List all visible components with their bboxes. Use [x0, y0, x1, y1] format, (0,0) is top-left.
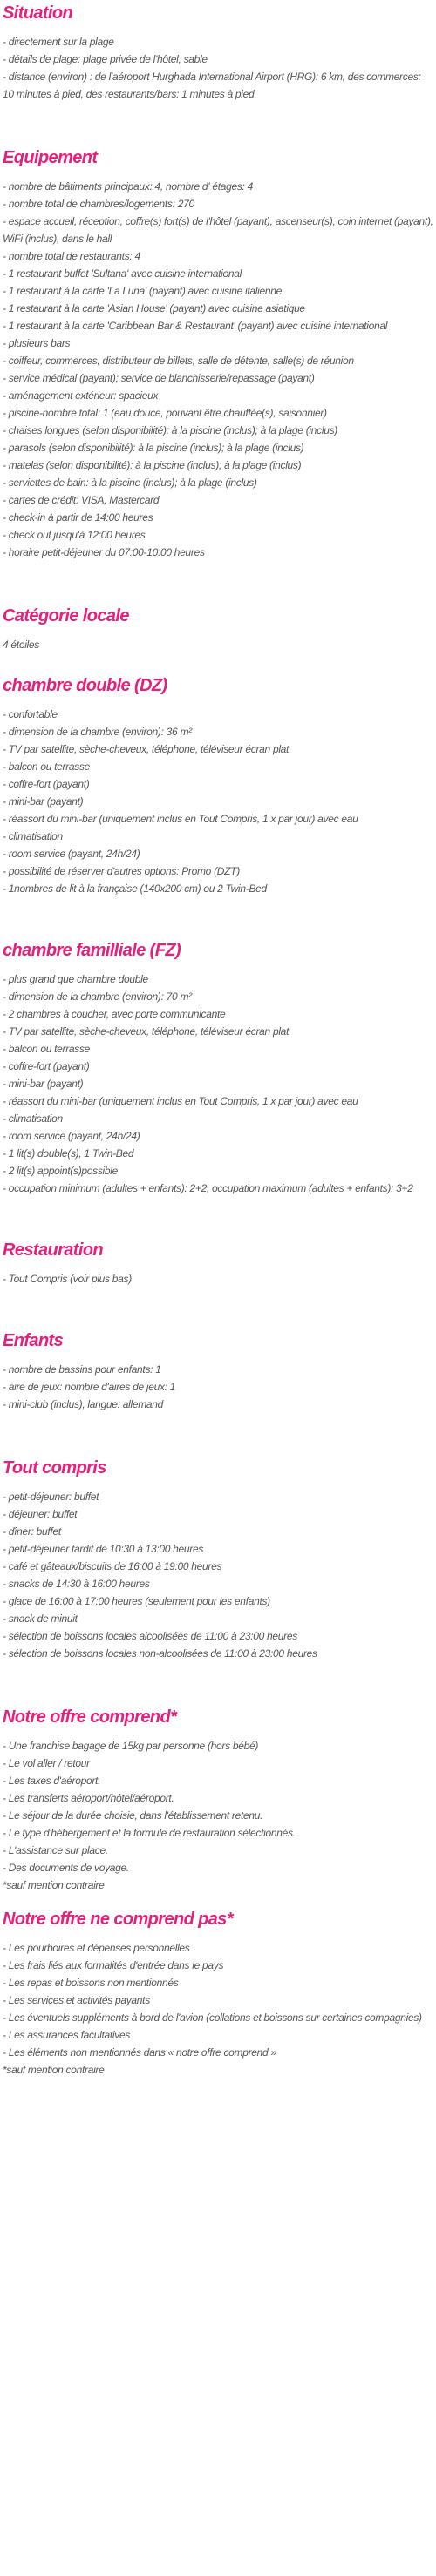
- list-item: - Les taxes d'aéroport.: [3, 1775, 101, 1787]
- list-item: - réassort du mini-bar (uniquement inclus en Tout Compris, 1 x par jour) avec eau: [3, 813, 358, 825]
- list-item: - Les pourboires et dépenses personnelles: [3, 1942, 190, 1954]
- list-item: - Les assurances facultatives: [3, 2029, 131, 2041]
- list-item: - mini-bar (payant): [3, 795, 84, 808]
- list-item: - piscine-nombre total: 1 (eau douce, pouvant être chauffée(s), saisonnier): [3, 407, 327, 419]
- section-title: chambre double (DZ): [3, 676, 167, 695]
- section-equipement: [3, 148, 434, 561]
- list-item: - plus grand que chambre double: [3, 973, 148, 985]
- section-enfants: [3, 1331, 434, 1413]
- list-item: - service médical (payant); service de blanchisserie/repassage (payant): [3, 372, 315, 384]
- section-title: Notre offre ne comprend pas*: [3, 1910, 234, 1929]
- section-list: [3, 706, 434, 897]
- section-title: Situation: [3, 3, 73, 23]
- list-item: - déjeuner: buffet: [3, 1508, 78, 1520]
- list-item: - horaire petit-déjeuner du 07:00-10:00 heures: [3, 546, 205, 558]
- list-item: - snacks de 14:30 à 16:00 heures: [3, 1578, 150, 1590]
- list-item: - directement sur la plage: [3, 36, 114, 48]
- section-offre-ne-comprend-pas: [3, 1910, 434, 2079]
- list-item: - réassort du mini-bar (uniquement inclus en Tout Compris, 1 x par jour) avec eau: [3, 1095, 358, 1107]
- list-item: - petit-déjeuner: buffet: [3, 1491, 99, 1503]
- list-item: - détails de plage: plage privée de l'hôtel, sable: [3, 53, 208, 65]
- section-list: [3, 1939, 434, 2079]
- list-item: - Tout Compris (voir plus bas): [3, 1273, 132, 1285]
- list-item: - mini-club (inclus), langue: allemand: [3, 1398, 164, 1410]
- list-item: - Les éléments non mentionnés dans « notre offre comprend »: [3, 2046, 276, 2059]
- section-title: Tout compris: [3, 1458, 106, 1477]
- list-item: - balcon ou terrasse: [3, 761, 91, 773]
- list-item: - Une franchise bagage de 15kg par personne (hors bébé): [3, 1740, 259, 1752]
- section-list: [3, 178, 434, 561]
- list-item: - 1 restaurant buffet 'Sultana' avec cuisine international: [3, 267, 242, 280]
- list-item: - matelas (selon disponibilité): à la piscine (inclus); à la plage (inclus): [3, 459, 302, 471]
- list-item: - possibilité de réserver d'autres options: Promo (DZT): [3, 865, 240, 877]
- list-item: - coffre-fort (payant): [3, 1060, 90, 1072]
- list-item: - 1 restaurant à la carte 'La Luna' (payant) avec cuisine italienne: [3, 285, 283, 297]
- list-item: - Le type d'hébergement et la formule de restauration sélectionnés.: [3, 1827, 296, 1839]
- section-list: [3, 636, 434, 653]
- section-chambre-double: [3, 676, 434, 897]
- section-chambre-familliale: [3, 941, 434, 1197]
- list-item: - check-in à partir de 14:00 heures: [3, 511, 153, 524]
- list-item: *sauf mention contraire: [3, 1879, 105, 1891]
- list-item: - 1nombres de lit à la française (140x200 cm) ou 2 Twin-Bed: [3, 882, 267, 895]
- list-item: - TV par satellite, sèche-cheveux, téléphone, téléviseur écran plat: [3, 1025, 290, 1038]
- section-title: Restauration: [3, 1241, 104, 1260]
- section-categorie-locale: [3, 606, 434, 653]
- list-item: - aménagement extérieur: spacieux: [3, 389, 159, 402]
- list-item: - plusieurs bars: [3, 337, 71, 349]
- list-item: - L'assistance sur place.: [3, 1844, 108, 1856]
- list-item: - Les éventuels suppléments à bord de l'avion (collations et boissons sur certaines compagnies): [3, 2011, 422, 2024]
- list-item: - espace accueil, réception, coffre(s) fort(s) de l'hôtel (payant), ascenseur(s), coin internet (payant), WiFi (inclus), dans le hall: [3, 215, 433, 245]
- section-title: Enfants: [3, 1331, 64, 1350]
- list-item: - sélection de boissons locales non-alcoolisées de 11:00 à 23:00 heures: [3, 1647, 317, 1660]
- list-item: - nombre total de chambres/logements: 270: [3, 198, 194, 210]
- list-item: - Les services et activités payants: [3, 1994, 150, 2006]
- list-item: - serviettes de bain: à la piscine (inclus); à la plage (inclus): [3, 477, 257, 489]
- list-item: - coiffeur, commerces, distributeur de billets, salle de détente, salle(s) de réunion: [3, 355, 354, 367]
- list-item: - confortable: [3, 708, 58, 720]
- list-item: - distance (environ) : de l'aéroport Hurghada International Airport (HRG): 6 km, des commerces: 10 minutes à pied, des restaurants/bars: 1 minutes à pied: [3, 71, 421, 100]
- list-item: - 2 chambres à coucher, avec porte communicante: [3, 1008, 226, 1020]
- list-item: - occupation minimum (adultes + enfants): 2+2, occupation maximum (adultes + enfants): 3+2: [3, 1182, 413, 1194]
- list-item: - snack de minuit: [3, 1613, 78, 1625]
- list-item: - 1 restaurant à la carte 'Caribbean Bar & Restaurant' (payant) avec cuisine international: [3, 320, 388, 332]
- list-item: *sauf mention contraire: [3, 2064, 105, 2076]
- list-item: - cartes de crédit: VISA, Mastercard: [3, 494, 160, 506]
- section-restauration: [3, 1241, 434, 1288]
- section-title: Catégorie locale: [3, 606, 129, 625]
- list-item: - Les transferts aéroport/hôtel/aéroport.: [3, 1792, 174, 1804]
- list-item: - Le vol aller / retour: [3, 1757, 90, 1769]
- list-item: - nombre total de restaurants: 4: [3, 250, 140, 262]
- list-item: - Les repas et boissons non mentionnés: [3, 1977, 179, 1989]
- section-list: [3, 1361, 434, 1413]
- list-item: - 1 restaurant à la carte 'Asian House' (payant) avec cuisine asiatique: [3, 302, 305, 314]
- list-item: - dîner: buffet: [3, 1525, 61, 1538]
- section-title: Equipement: [3, 148, 98, 167]
- section-list: [3, 33, 434, 103]
- section-list: [3, 1737, 434, 1894]
- list-item: - TV par satellite, sèche-cheveux, téléphone, téléviseur écran plat: [3, 743, 290, 755]
- list-item: - Le séjour de la durée choisie, dans l'établissement retenu.: [3, 1809, 263, 1822]
- list-item: - balcon ou terrasse: [3, 1043, 91, 1055]
- section-list: [3, 1488, 434, 1662]
- list-item: - room service (payant, 24h/24): [3, 848, 140, 860]
- list-item: - nombre de bâtiments principaux: 4, nombre d' étages: 4: [3, 180, 253, 193]
- list-item: - aire de jeux: nombre d'aires de jeux: 1: [3, 1381, 176, 1393]
- section-offre-comprend: [3, 1707, 434, 1894]
- section-tout-compris: [3, 1458, 434, 1662]
- list-item: - petit-déjeuner tardif de 10:30 à 13:00 heures: [3, 1543, 204, 1555]
- list-item: - sélection de boissons locales alcoolisées de 11:00 à 23:00 heures: [3, 1630, 297, 1642]
- list-item: - climatisation: [3, 830, 63, 842]
- list-item: - check out jusqu'à 12:00 heures: [3, 529, 146, 541]
- section-list: [3, 1270, 434, 1288]
- list-item: - parasols (selon disponibilité): à la piscine (inclus); à la plage (inclus): [3, 442, 304, 454]
- section-list: [3, 970, 434, 1197]
- list-item: - dimension de la chambre (environ): 70 m²: [3, 991, 192, 1003]
- list-item: - mini-bar (payant): [3, 1078, 84, 1090]
- list-item: - dimension de la chambre (environ): 36 m²: [3, 726, 192, 738]
- list-item: - 2 lit(s) appoint(s)possible: [3, 1165, 119, 1177]
- list-item: - room service (payant, 24h/24): [3, 1130, 140, 1142]
- list-item: - coffre-fort (payant): [3, 778, 90, 790]
- list-item: - Des documents de voyage.: [3, 1862, 129, 1874]
- list-item: - climatisation: [3, 1112, 63, 1125]
- list-item: - Les frais liés aux formalités d'entrée dans le pays: [3, 1959, 224, 1971]
- list-item: - 1 lit(s) double(s), 1 Twin-Bed: [3, 1147, 134, 1160]
- list-item: - chaises longues (selon disponibilité): à la piscine (inclus); à la plage (inclus): [3, 424, 337, 436]
- list-item: - glace de 16:00 à 17:00 heures (seulement pour les enfants): [3, 1595, 270, 1607]
- list-item: 4 étoiles: [3, 639, 39, 651]
- list-item: - café et gâteaux/biscuits de 16:00 à 19:00 heures: [3, 1560, 222, 1572]
- list-item: - nombre de bassins pour enfants: 1: [3, 1363, 161, 1376]
- section-title: chambre familliale (FZ): [3, 941, 181, 960]
- section-situation: [3, 3, 434, 103]
- section-title: Notre offre comprend*: [3, 1707, 177, 1727]
